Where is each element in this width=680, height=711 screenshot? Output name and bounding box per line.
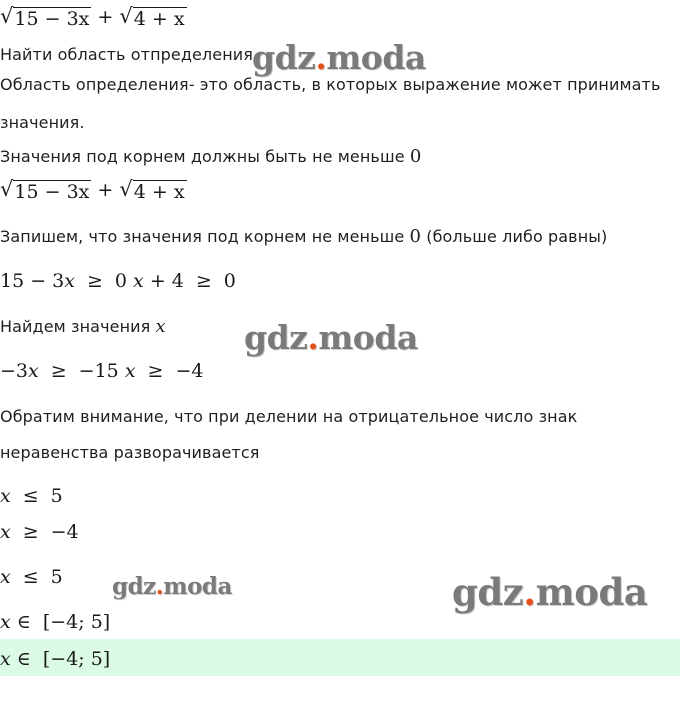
- result-line-2: x ≥ −4: [0, 521, 79, 543]
- watermark-logo: gdz.moda: [252, 38, 426, 77]
- task-text: Найти область отпределения: [0, 45, 253, 64]
- write-text: Запишем, что значения под корнем не меньше 0 (больше либо равны): [0, 226, 608, 247]
- expression-line-2: √ 15 − 3x + √ 4 + x: [0, 177, 185, 203]
- definition-line-1: Область определения- это область, в которых выражение может принимать: [0, 75, 661, 94]
- radical-1: √ 15 − 3x: [0, 4, 90, 30]
- find-text: Найдем значения x: [0, 316, 166, 337]
- answer-line: x ∈ [−4; 5]: [0, 648, 111, 670]
- note-line-2: неравенства разворачивается: [0, 443, 260, 462]
- watermark-logo: gdz.moda: [452, 570, 648, 614]
- inequality-system-2: −3x ≥ −15 x ≥ −4: [0, 360, 204, 382]
- under-root-text: Значения под корнем должны быть не меньше 0: [0, 146, 422, 167]
- watermark-logo: gdz.moda: [112, 573, 232, 600]
- expression-line-1: √ 15 − 3x + √ 4 + x: [0, 4, 185, 30]
- radical-4: √ 4 + x: [119, 177, 185, 203]
- result-line-3: x ≤ 5: [0, 566, 63, 588]
- inequality-system-1: 15 − 3x ≥ 0 x + 4 ≥ 0: [0, 270, 236, 292]
- definition-line-2: значения.: [0, 113, 85, 132]
- result-line-1: x ≤ 5: [0, 485, 63, 507]
- radical-2: √ 4 + x: [119, 4, 185, 30]
- interval-line: x ∈ [−4; 5]: [0, 611, 111, 633]
- watermark-logo: gdz.moda: [244, 318, 418, 357]
- note-line-1: Обратим внимание, что при делении на отрицательное число знак: [0, 407, 578, 426]
- radical-3: √ 15 − 3x: [0, 177, 90, 203]
